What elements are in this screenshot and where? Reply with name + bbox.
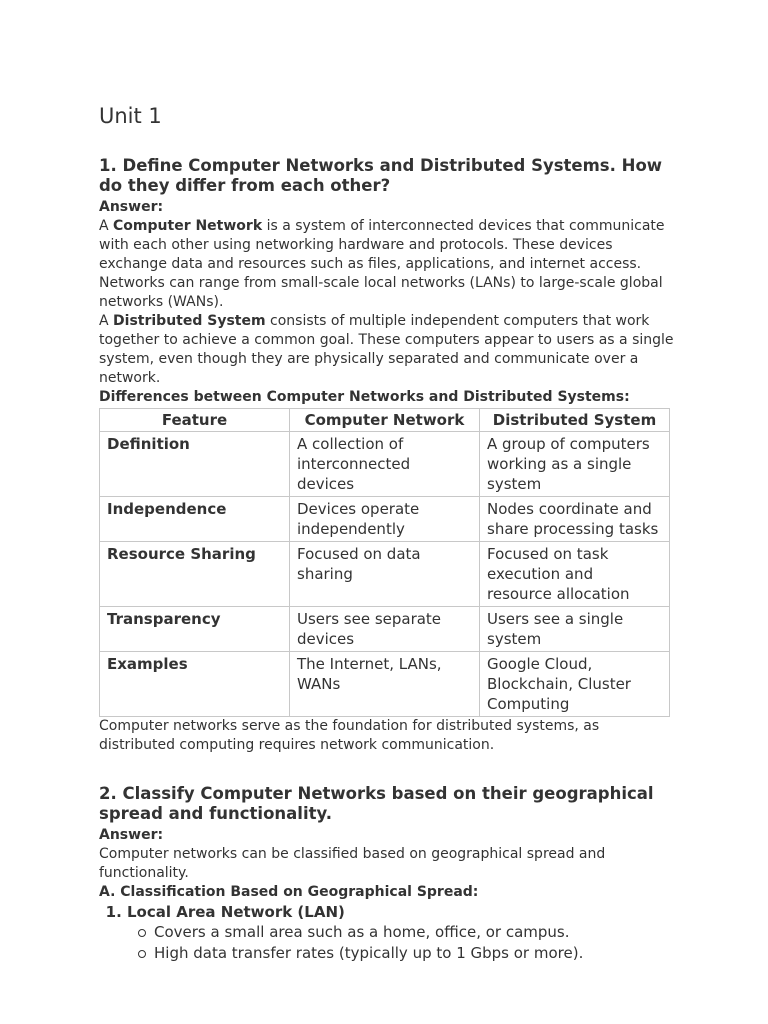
table-row xyxy=(100,432,670,497)
sub-list-item: High data transfer rates (typically up to 1 Gbps or more). xyxy=(154,943,674,964)
sub-list xyxy=(127,922,674,964)
unit-title: Unit 1 xyxy=(99,104,162,128)
conclusion-paragraph: Computer networks serve as the foundation for distributed systems, as distributed computing requires network communication. xyxy=(99,718,600,753)
term-distributed-system: Distributed System xyxy=(113,313,266,329)
table-cell: The Internet, LANs, WANs xyxy=(290,652,480,717)
table-row xyxy=(100,542,670,607)
question-1 xyxy=(99,156,674,755)
question-2 xyxy=(99,784,674,964)
table-cell-feature: Definition xyxy=(100,432,290,497)
table-cell-feature: Resource Sharing xyxy=(100,542,290,607)
table-cell-feature: Examples xyxy=(100,652,290,717)
table-row xyxy=(100,652,670,717)
table-cell: Nodes coordinate and share processing tasks xyxy=(480,497,670,542)
table-row xyxy=(100,607,670,652)
intro-paragraph: Computer networks can be classified based on geographical spread and functionality. xyxy=(99,846,606,881)
differences-table xyxy=(99,408,670,717)
answer-label: Answer: xyxy=(99,199,164,215)
list-item-label: Local Area Network (LAN) xyxy=(127,903,345,921)
list-item-lan xyxy=(127,902,674,964)
term-computer-network: Computer Network xyxy=(113,218,263,234)
document-content xyxy=(99,98,674,964)
table-cell-feature: Transparency xyxy=(100,607,290,652)
table-header-cell: Distributed System xyxy=(480,409,670,432)
question-2-title: 2. Classify Computer Networks based on their geographical spread and functionality. xyxy=(99,784,654,823)
para-prefix: A xyxy=(99,218,114,234)
table-cell: Google Cloud, Blockchain, Cluster Computing xyxy=(480,652,670,717)
sub-list-item: Covers a small area such as a home, office, or campus. xyxy=(154,922,674,943)
section-a-heading: A. Classification Based on Geographical Spread: xyxy=(99,884,479,900)
answer-label: Answer: xyxy=(99,827,164,843)
table-cell: Users see separate devices xyxy=(290,607,480,652)
table-cell: Devices operate independently xyxy=(290,497,480,542)
table-header-cell: Computer Network xyxy=(290,409,480,432)
table-cell: Focused on data sharing xyxy=(290,542,480,607)
table-cell: A collection of interconnected devices xyxy=(290,432,480,497)
table-cell: A group of computers working as a single system xyxy=(480,432,670,497)
table-header-cell: Feature xyxy=(100,409,290,432)
paragraph-computer-network xyxy=(99,217,674,312)
para-prefix: A xyxy=(99,313,114,329)
classification-list xyxy=(99,902,674,964)
paragraph-distributed-system xyxy=(99,312,674,388)
differences-heading: Differences between Computer Networks and Distributed Systems: xyxy=(99,389,630,405)
para-text: is a system of interconnected devices that communicate with each other using networking hardware and protocols. These devices exchange data and resources such as files, applications, and internet access. Networks can range from small-scale local networks (LANs) to large-scale global networks (WANs). xyxy=(99,218,665,310)
table-header-row xyxy=(100,409,670,432)
para-text: consists of multiple independent computers that work together to achieve a common goal. These computers appear to users as a single system, even though they are physically separated and communicate over a network. xyxy=(99,313,674,386)
table-row xyxy=(100,497,670,542)
table-cell: Focused on task execution and resource allocation xyxy=(480,542,670,607)
table-cell: Users see a single system xyxy=(480,607,670,652)
question-1-title: 1. Define Computer Networks and Distributed Systems. How do they differ from each other? xyxy=(99,156,663,195)
table-cell-feature: Independence xyxy=(100,497,290,542)
